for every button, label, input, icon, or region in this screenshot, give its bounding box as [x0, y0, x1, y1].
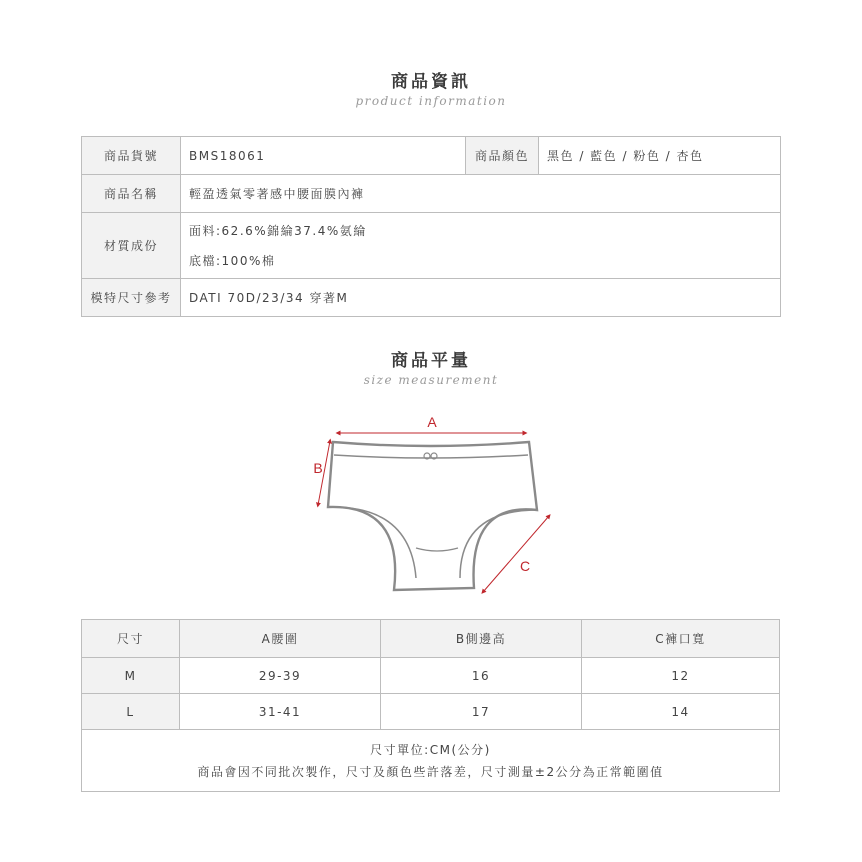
table-row	[82, 730, 780, 792]
size-cell: M	[82, 658, 180, 694]
table-row	[82, 694, 780, 730]
table-row	[82, 620, 780, 658]
header-waist: A腰圍	[180, 620, 381, 658]
size-section-subtitle: size measurement	[363, 373, 499, 387]
model-size-label: 模特尺寸參考	[82, 279, 181, 317]
size-cell: L	[82, 694, 180, 730]
name-label: 商品名稱	[82, 175, 181, 213]
material-line-fabric: 面料:62.6%錦綸37.4%氨綸	[189, 223, 367, 238]
unit-note: 尺寸單位:CM(公分)	[370, 742, 491, 757]
product-info-title: 商品資訊	[391, 72, 471, 92]
tolerance-note: 商品會因不同批次製作，尺寸及顏色些許落差，尺寸測量±2公分為正常範圍值	[197, 764, 664, 779]
color-value: 黑色 / 藍色 / 粉色 / 杏色	[539, 137, 781, 175]
header-size: 尺寸	[82, 620, 180, 658]
waist-cell: 31-41	[180, 694, 381, 730]
side-height-cell: 17	[381, 694, 582, 730]
table-row	[82, 658, 780, 694]
leg-width-cell: 14	[582, 694, 780, 730]
model-size-value: DATI 70D/23/34 穿著M	[181, 279, 781, 317]
size-section-title: 商品平量	[391, 351, 471, 371]
arrow-c	[483, 516, 549, 592]
side-height-cell: 16	[381, 658, 582, 694]
sku-value: BMS18061	[181, 137, 466, 175]
label-a: A	[427, 414, 437, 430]
leg-width-cell: 12	[582, 658, 780, 694]
size-table	[81, 619, 780, 792]
name-value: 輕盈透氣零著感中腰面膜內褲	[181, 175, 781, 213]
material-line-crotch: 底檔:100%棉	[189, 253, 276, 268]
header-side-height: B側邊高	[381, 620, 582, 658]
waist-cell: 29-39	[180, 658, 381, 694]
label-c: C	[519, 558, 531, 574]
product-info-subtitle: product information	[355, 94, 507, 108]
header-leg-width: C褲口寬	[582, 620, 780, 658]
underwear-outline	[328, 442, 537, 590]
color-label: 商品顏色	[466, 137, 539, 175]
material-label: 材質成份	[82, 213, 181, 279]
size-notes	[82, 730, 780, 792]
sku-label: 商品貨號	[82, 137, 181, 175]
label-b: B	[313, 460, 323, 476]
